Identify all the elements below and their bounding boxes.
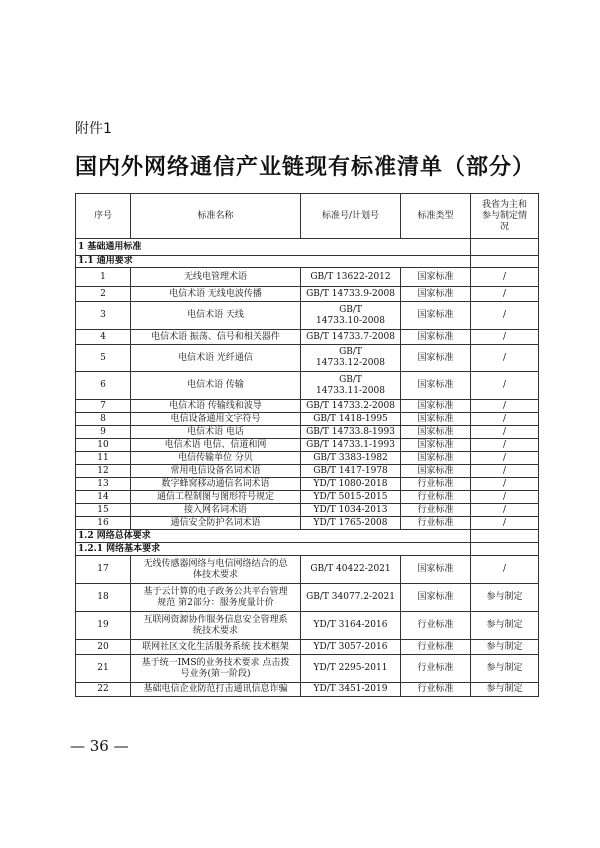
section-heading: 1 基础通用标准 [76, 239, 471, 256]
row-number: 3 [76, 302, 131, 330]
standard-code-line: YD/T 2295-2011 [313, 663, 388, 673]
section-row [76, 543, 539, 556]
standard-name-line: 基础电信企业防范打击通讯信息诈骗 [143, 684, 288, 694]
col-header-no: 序号 [76, 194, 131, 239]
standard-code [301, 302, 401, 330]
table-row [76, 640, 539, 655]
row-number: 6 [76, 372, 131, 400]
section-empty-cell [471, 239, 539, 256]
standard-type: 国家标准 [401, 345, 471, 372]
table-row [76, 302, 539, 330]
col-header-type: 标准类型 [401, 194, 471, 239]
col-header-participation-line: 况 [499, 221, 509, 232]
standard-type: 国家标准 [401, 268, 471, 287]
participation: / [471, 465, 539, 478]
col-header-participation-line: 我省为主和 [481, 199, 527, 210]
standard-name-line: 电信术语 电信、信道和网 [164, 439, 267, 450]
row-number: 4 [76, 330, 131, 345]
standard-code-line: GB/T 14733.8-1993 [306, 426, 395, 437]
standard-code [301, 287, 401, 302]
standard-type: 国家标准 [401, 287, 471, 302]
standard-code-line: GB/T 14733.9-2008 [306, 288, 395, 299]
standard-code [301, 584, 401, 612]
row-number: 8 [76, 413, 131, 426]
standard-code-line: YD/T 3451-2019 [313, 684, 388, 694]
table-row [76, 491, 539, 504]
standard-name [131, 640, 301, 655]
standard-code-line: 14733.12-2008 [316, 358, 385, 368]
table-row [76, 268, 539, 287]
table-row [76, 584, 539, 612]
table-row [76, 426, 539, 439]
table-row [76, 612, 539, 640]
participation: / [471, 426, 539, 439]
standard-type: 行业标准 [401, 491, 471, 504]
row-number: 22 [76, 683, 131, 697]
table-row [76, 504, 539, 517]
standard-code [301, 413, 401, 426]
standard-type: 国家标准 [401, 426, 471, 439]
standard-name-line: 基于云计算的电子政务公共平台管理 [143, 586, 288, 597]
section-row [76, 256, 539, 268]
standard-type: 行业标准 [401, 640, 471, 655]
row-number: 17 [76, 556, 131, 584]
standard-type: 行业标准 [401, 517, 471, 530]
table-row [76, 413, 539, 426]
row-number: 13 [76, 478, 131, 491]
standard-name-line: 互联网资源协作服务信息安全管理系 [143, 614, 288, 625]
standard-code-line: GB/T 1418-1995 [313, 413, 388, 424]
row-number: 5 [76, 345, 131, 372]
participation: / [471, 452, 539, 465]
table-row [76, 439, 539, 452]
standard-name [131, 504, 301, 517]
standard-name-line: 电信术语 振荡、信号和相关器件 [151, 331, 280, 342]
section-empty-cell [471, 256, 539, 268]
participation: / [471, 439, 539, 452]
table-row [76, 465, 539, 478]
standard-code [301, 491, 401, 504]
participation: 参与制定 [471, 612, 539, 640]
standard-name [131, 465, 301, 478]
table-row [76, 556, 539, 584]
standard-code [301, 612, 401, 640]
standard-type: 国家标准 [401, 439, 471, 452]
standard-name [131, 612, 301, 640]
row-number: 10 [76, 439, 131, 452]
standard-code-line: 14733.10-2008 [316, 315, 385, 326]
standard-name [131, 655, 301, 683]
standard-code [301, 640, 401, 655]
row-number: 21 [76, 655, 131, 683]
standard-name [131, 426, 301, 439]
standard-code [301, 452, 401, 465]
standard-code-line: YD/T 3164-2016 [313, 620, 388, 630]
standard-name [131, 556, 301, 584]
standard-code-line: GB/T 3383-1982 [313, 452, 388, 463]
participation: / [471, 302, 539, 330]
participation: / [471, 330, 539, 345]
standard-type: 国家标准 [401, 465, 471, 478]
table-row [76, 400, 539, 413]
standard-code-line: GB/T 14733.7-2008 [306, 331, 395, 342]
participation: / [471, 345, 539, 372]
col-header-name: 标准名称 [131, 194, 301, 239]
standard-code [301, 683, 401, 697]
section-row [76, 239, 539, 256]
standard-type: 国家标准 [401, 413, 471, 426]
attachment-label: 附件1 [75, 121, 112, 137]
participation: / [471, 556, 539, 584]
table-row [76, 287, 539, 302]
section-empty-cell [471, 543, 539, 556]
standard-name [131, 268, 301, 287]
standard-name-line: 规范 第2部分：服务度量计价 [157, 597, 274, 608]
participation: / [471, 504, 539, 517]
standard-name-line: 电信术语 电话 [187, 426, 244, 437]
col-header-code: 标准号/计划号 [301, 194, 401, 239]
standard-name-line: 电信传输单位 分贝 [178, 452, 253, 463]
standard-name-line: 无线传感器网络与电信网络结合的总 [143, 558, 288, 569]
row-number: 2 [76, 287, 131, 302]
standard-name-line: 通信安全防护名词术语 [170, 517, 261, 528]
participation: 参与制定 [471, 584, 539, 612]
standard-name-line: 电信术语 无线电波传播 [169, 288, 262, 299]
table-row [76, 655, 539, 683]
standard-code [301, 504, 401, 517]
standard-name-line: 电信设备通用文字符号 [170, 413, 261, 424]
section-empty-cell [471, 530, 539, 543]
participation: 参与制定 [471, 655, 539, 683]
col-header-participation [471, 194, 539, 239]
participation: / [471, 478, 539, 491]
standard-type: 国家标准 [401, 400, 471, 413]
standard-name-line: 联网社区文化生活服务系统 技术框架 [142, 641, 289, 652]
table-row [76, 345, 539, 372]
row-number: 9 [76, 426, 131, 439]
table-row [76, 683, 539, 697]
participation: 参与制定 [471, 640, 539, 655]
participation: / [471, 491, 539, 504]
row-number: 1 [76, 268, 131, 287]
standard-name [131, 400, 301, 413]
standard-code-line: GB/T [339, 304, 362, 315]
standard-name-line: 体技术要求 [192, 569, 238, 580]
standard-name [131, 302, 301, 330]
standard-name [131, 683, 301, 697]
section-heading: 1.1 通用要求 [76, 256, 471, 268]
standard-name-line: 统技术要求 [192, 625, 238, 636]
participation: / [471, 517, 539, 530]
standard-type: 国家标准 [401, 556, 471, 584]
row-number: 7 [76, 400, 131, 413]
standard-name-line: 接入网名词术语 [183, 504, 247, 515]
standard-name-line: 号业务(第一阶段) [180, 668, 251, 679]
standard-code [301, 465, 401, 478]
section-heading: 1.2.1 网络基本要求 [76, 543, 471, 556]
standard-code [301, 372, 401, 400]
standard-name [131, 287, 301, 302]
document-title: 国内外网络通信产业链现有标准清单（部分） [75, 155, 536, 180]
standard-type: 行业标准 [401, 612, 471, 640]
standard-code-line: GB/T 14733.2-2008 [306, 400, 395, 411]
row-number: 19 [76, 612, 131, 640]
standard-name-line: 常用电信设备名词术语 [170, 465, 261, 476]
standard-name-line: 基于统一IMS的业务技术要求 点击拨 [141, 657, 290, 668]
standard-name [131, 452, 301, 465]
standard-code [301, 517, 401, 530]
standard-type: 国家标准 [401, 330, 471, 345]
page-number: — 36 — [70, 737, 129, 755]
standard-code-line: GB/T 14733.1-1993 [306, 439, 395, 450]
standard-type: 行业标准 [401, 504, 471, 517]
standard-code-line: YD/T 3057-2016 [313, 641, 388, 652]
standard-code-line: YD/T 1765-2008 [313, 517, 388, 528]
standard-name-line: 电信术语 光纤通信 [178, 352, 253, 363]
standard-code [301, 655, 401, 683]
standard-name-line: 电信术语 传输线和波导 [169, 400, 262, 411]
standard-name [131, 372, 301, 400]
participation: / [471, 287, 539, 302]
row-number: 20 [76, 640, 131, 655]
standard-code [301, 478, 401, 491]
row-number: 18 [76, 584, 131, 612]
standard-type: 行业标准 [401, 683, 471, 697]
standard-name [131, 330, 301, 345]
section-row [76, 530, 539, 543]
standard-name [131, 439, 301, 452]
col-header-participation-line: 参与制定情 [481, 210, 527, 221]
standard-code [301, 330, 401, 345]
participation: / [471, 400, 539, 413]
standards-table [75, 193, 539, 697]
standard-code-line: YD/T 5015-2015 [313, 491, 388, 502]
standard-type: 国家标准 [401, 452, 471, 465]
standard-name-line: 电信术语 天线 [187, 310, 244, 320]
standard-code [301, 426, 401, 439]
table-row [76, 330, 539, 345]
standard-code [301, 268, 401, 287]
standard-name-line: 无线电管理术语 [183, 271, 247, 282]
table-row [76, 517, 539, 530]
table-header-row [76, 194, 539, 239]
standard-type: 国家标准 [401, 302, 471, 330]
standard-name [131, 584, 301, 612]
standard-type: 国家标准 [401, 372, 471, 400]
standard-code-line: GB/T [339, 347, 362, 357]
participation: / [471, 268, 539, 287]
row-number: 12 [76, 465, 131, 478]
row-number: 15 [76, 504, 131, 517]
standard-type: 国家标准 [401, 584, 471, 612]
participation: / [471, 372, 539, 400]
standard-name [131, 478, 301, 491]
standard-code-line: YD/T 1080-2018 [313, 478, 388, 489]
standard-name-line: 通信工程制图与图形符号规定 [156, 491, 274, 502]
participation: / [471, 413, 539, 426]
standard-name [131, 345, 301, 372]
standard-code-line: GB/T [339, 374, 362, 385]
participation: 参与制定 [471, 683, 539, 697]
table-row [76, 452, 539, 465]
standard-name-line: 电信术语 传输 [187, 380, 244, 390]
standard-code-line: GB/T 34077.2-2021 [306, 592, 395, 602]
standard-code [301, 345, 401, 372]
standard-code-line: GB/T 40422-2021 [310, 564, 391, 574]
standard-code-line: GB/T 13622-2012 [310, 271, 391, 282]
row-number: 16 [76, 517, 131, 530]
standard-code [301, 556, 401, 584]
standard-code-line: 14733.11-2008 [316, 385, 385, 396]
section-heading: 1.2 网络总体要求 [76, 530, 471, 543]
standard-code [301, 439, 401, 452]
standard-code-line: GB/T 1417-1978 [313, 465, 388, 476]
standard-code-line: YD/T 1034-2013 [313, 504, 388, 515]
standard-type: 行业标准 [401, 655, 471, 683]
row-number: 14 [76, 491, 131, 504]
table-row [76, 372, 539, 400]
table-row [76, 478, 539, 491]
row-number: 11 [76, 452, 131, 465]
standard-name [131, 491, 301, 504]
standard-name [131, 413, 301, 426]
standard-name [131, 517, 301, 530]
standard-type: 行业标准 [401, 478, 471, 491]
standard-name-line: 数字蜂窝移动通信名词术语 [161, 478, 270, 489]
standard-code [301, 400, 401, 413]
